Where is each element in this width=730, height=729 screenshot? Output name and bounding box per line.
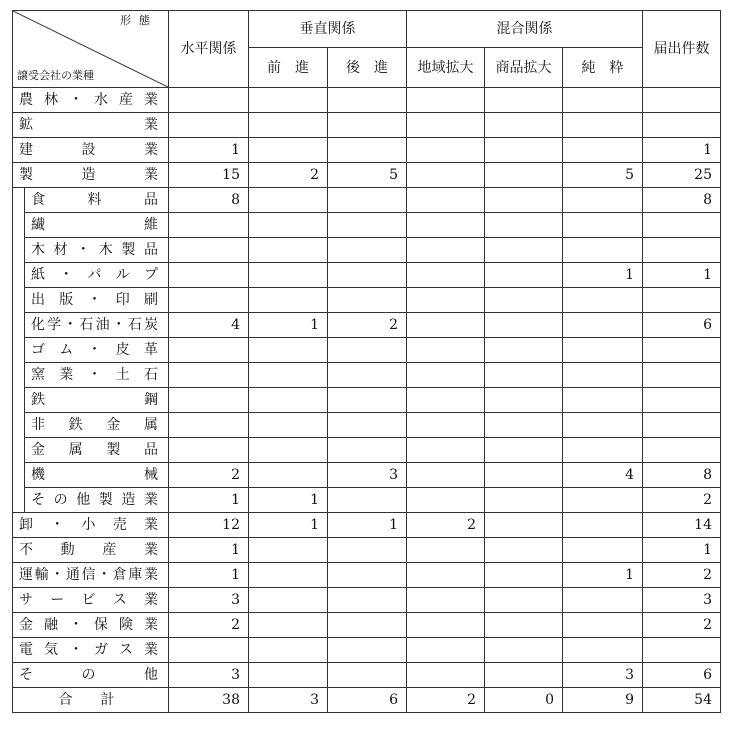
value-cell: 2 xyxy=(643,613,721,638)
row-label: その他製造業 xyxy=(25,488,169,513)
category-row xyxy=(13,138,721,163)
row-label: 不動産業 xyxy=(13,538,169,563)
category-row xyxy=(13,663,721,688)
header-mixed: 混合関係 xyxy=(407,11,643,48)
value-cell xyxy=(485,563,563,588)
value-cell: 8 xyxy=(643,188,721,213)
value-cell xyxy=(249,338,328,363)
value-cell: 3 xyxy=(563,663,643,688)
value-cell xyxy=(249,188,328,213)
value-cell xyxy=(563,488,643,513)
category-row xyxy=(13,113,721,138)
value-cell xyxy=(563,88,643,113)
indent-cell xyxy=(13,388,25,413)
value-cell xyxy=(169,363,249,388)
indent-cell xyxy=(13,413,25,438)
row-label: 木材・木製品 xyxy=(25,238,169,263)
corner-top-label: 形態 xyxy=(120,14,158,27)
value-cell xyxy=(169,438,249,463)
value-cell xyxy=(169,88,249,113)
value-cell xyxy=(407,413,485,438)
value-cell xyxy=(328,138,407,163)
value-cell: 1 xyxy=(643,138,721,163)
value-cell xyxy=(643,238,721,263)
value-cell xyxy=(407,88,485,113)
value-cell xyxy=(249,238,328,263)
value-cell xyxy=(485,213,563,238)
row-label: 金属製品 xyxy=(25,438,169,463)
value-cell xyxy=(249,588,328,613)
category-row xyxy=(13,88,721,113)
header-vertical-forward: 前 進 xyxy=(249,48,328,88)
indent-cell xyxy=(13,188,25,213)
value-cell xyxy=(485,663,563,688)
value-cell xyxy=(485,113,563,138)
value-cell xyxy=(485,463,563,488)
row-label: 電気・ガス業 xyxy=(13,638,169,663)
value-cell xyxy=(328,588,407,613)
header-count: 届出件数 xyxy=(643,11,721,88)
value-cell xyxy=(563,338,643,363)
value-cell: 3 xyxy=(643,588,721,613)
value-cell xyxy=(563,638,643,663)
value-cell xyxy=(169,338,249,363)
value-cell xyxy=(643,113,721,138)
value-cell xyxy=(407,588,485,613)
value-cell xyxy=(485,588,563,613)
value-cell: 8 xyxy=(169,188,249,213)
value-cell xyxy=(328,488,407,513)
value-cell xyxy=(407,488,485,513)
header-vertical-backward: 後 進 xyxy=(328,48,407,88)
value-cell xyxy=(328,288,407,313)
value-cell xyxy=(485,413,563,438)
value-cell xyxy=(643,88,721,113)
value-cell xyxy=(643,288,721,313)
value-cell xyxy=(485,638,563,663)
subcategory-row xyxy=(13,213,721,238)
total-value-cell: 6 xyxy=(328,688,407,713)
value-cell: 4 xyxy=(563,463,643,488)
value-cell xyxy=(328,538,407,563)
row-label: サービス業 xyxy=(13,588,169,613)
value-cell xyxy=(249,413,328,438)
value-cell xyxy=(407,663,485,688)
value-cell xyxy=(328,663,407,688)
value-cell xyxy=(328,363,407,388)
row-label: 建設業 xyxy=(13,138,169,163)
value-cell xyxy=(485,238,563,263)
value-cell: 3 xyxy=(169,663,249,688)
value-cell: 6 xyxy=(643,313,721,338)
value-cell xyxy=(249,538,328,563)
value-cell xyxy=(563,138,643,163)
category-row xyxy=(13,163,721,188)
row-label: 食料品 xyxy=(25,188,169,213)
value-cell xyxy=(485,363,563,388)
value-cell xyxy=(563,513,643,538)
value-cell: 1 xyxy=(643,538,721,563)
value-cell xyxy=(407,113,485,138)
row-label: 窯業・土石 xyxy=(25,363,169,388)
value-cell: 2 xyxy=(643,563,721,588)
value-cell: 1 xyxy=(249,513,328,538)
row-label: 運輸・通信・倉庫業 xyxy=(13,563,169,588)
value-cell xyxy=(169,213,249,238)
value-cell xyxy=(563,438,643,463)
subcategory-row xyxy=(13,413,721,438)
row-label: その他 xyxy=(13,663,169,688)
value-cell xyxy=(249,563,328,588)
total-value-cell: 9 xyxy=(563,688,643,713)
value-cell xyxy=(407,338,485,363)
value-cell xyxy=(249,288,328,313)
value-cell: 1 xyxy=(328,513,407,538)
value-cell xyxy=(407,463,485,488)
total-value-cell: 38 xyxy=(169,688,249,713)
value-cell xyxy=(485,263,563,288)
value-cell xyxy=(563,613,643,638)
value-cell xyxy=(407,263,485,288)
value-cell xyxy=(643,213,721,238)
value-cell: 12 xyxy=(169,513,249,538)
value-cell: 1 xyxy=(169,563,249,588)
value-cell xyxy=(563,288,643,313)
value-cell xyxy=(249,388,328,413)
value-cell: 3 xyxy=(169,588,249,613)
row-label: 出版・印刷 xyxy=(25,288,169,313)
row-label: 農林・水産業 xyxy=(13,88,169,113)
value-cell: 15 xyxy=(169,163,249,188)
value-cell xyxy=(563,238,643,263)
indent-cell xyxy=(13,263,25,288)
subcategory-row xyxy=(13,338,721,363)
subcategory-row xyxy=(13,188,721,213)
value-cell xyxy=(328,188,407,213)
indent-cell xyxy=(13,313,25,338)
value-cell xyxy=(169,288,249,313)
value-cell xyxy=(407,288,485,313)
value-cell xyxy=(563,588,643,613)
indent-cell xyxy=(13,288,25,313)
total-row xyxy=(13,688,721,713)
value-cell xyxy=(485,163,563,188)
value-cell xyxy=(328,563,407,588)
category-row xyxy=(13,613,721,638)
value-cell xyxy=(485,288,563,313)
value-cell xyxy=(169,638,249,663)
value-cell xyxy=(407,388,485,413)
value-cell xyxy=(169,113,249,138)
value-cell xyxy=(169,388,249,413)
value-cell xyxy=(249,613,328,638)
subcategory-row xyxy=(13,463,721,488)
value-cell xyxy=(328,238,407,263)
value-cell xyxy=(563,388,643,413)
header-horizontal: 水平関係 xyxy=(169,11,249,88)
subcategory-row xyxy=(13,263,721,288)
value-cell xyxy=(563,363,643,388)
indent-cell xyxy=(13,363,25,388)
value-cell xyxy=(485,488,563,513)
value-cell xyxy=(328,613,407,638)
subcategory-row xyxy=(13,238,721,263)
indent-cell xyxy=(13,213,25,238)
value-cell: 2 xyxy=(169,463,249,488)
category-row xyxy=(13,538,721,563)
value-cell xyxy=(328,338,407,363)
value-cell: 1 xyxy=(249,313,328,338)
value-cell xyxy=(407,638,485,663)
value-cell xyxy=(407,138,485,163)
value-cell xyxy=(249,213,328,238)
indent-cell xyxy=(13,463,25,488)
value-cell: 5 xyxy=(563,163,643,188)
subcategory-row xyxy=(13,438,721,463)
value-cell xyxy=(249,438,328,463)
value-cell xyxy=(643,338,721,363)
value-cell xyxy=(407,238,485,263)
indent-cell xyxy=(13,438,25,463)
value-cell: 1 xyxy=(249,488,328,513)
total-value-cell: 0 xyxy=(485,688,563,713)
subcategory-row xyxy=(13,288,721,313)
row-label: 鉄鋼 xyxy=(25,388,169,413)
corner-bottom-label: 譲受会社の業種 xyxy=(17,69,94,82)
total-value-cell: 54 xyxy=(643,688,721,713)
category-row xyxy=(13,588,721,613)
value-cell xyxy=(328,213,407,238)
value-cell xyxy=(485,88,563,113)
value-cell xyxy=(485,338,563,363)
value-cell xyxy=(485,438,563,463)
value-cell xyxy=(407,438,485,463)
value-cell xyxy=(249,263,328,288)
value-cell xyxy=(563,213,643,238)
subcategory-row xyxy=(13,363,721,388)
value-cell xyxy=(563,113,643,138)
subcategory-row xyxy=(13,388,721,413)
value-cell xyxy=(407,188,485,213)
header-vertical: 垂直関係 xyxy=(249,11,407,48)
value-cell xyxy=(643,388,721,413)
table-body xyxy=(13,88,721,713)
merger-type-table xyxy=(12,10,721,713)
value-cell xyxy=(485,538,563,563)
value-cell: 2 xyxy=(169,613,249,638)
value-cell xyxy=(249,463,328,488)
value-cell xyxy=(407,213,485,238)
row-label: 金融・保険業 xyxy=(13,613,169,638)
total-value-cell: 3 xyxy=(249,688,328,713)
row-label: 繊維 xyxy=(25,213,169,238)
value-cell: 2 xyxy=(407,513,485,538)
row-label: ゴム・皮革 xyxy=(25,338,169,363)
row-label: 紙・パルプ xyxy=(25,263,169,288)
indent-cell xyxy=(13,238,25,263)
value-cell xyxy=(249,638,328,663)
subcategory-row xyxy=(13,313,721,338)
table-container xyxy=(12,10,720,713)
row-label: 卸・小売業 xyxy=(13,513,169,538)
value-cell xyxy=(643,363,721,388)
value-cell: 1 xyxy=(563,563,643,588)
value-cell xyxy=(249,663,328,688)
value-cell xyxy=(485,188,563,213)
value-cell: 2 xyxy=(643,488,721,513)
value-cell: 8 xyxy=(643,463,721,488)
total-value-cell: 2 xyxy=(407,688,485,713)
value-cell: 1 xyxy=(169,138,249,163)
value-cell: 1 xyxy=(563,263,643,288)
value-cell xyxy=(407,538,485,563)
value-cell xyxy=(328,263,407,288)
value-cell xyxy=(563,188,643,213)
value-cell: 1 xyxy=(169,538,249,563)
value-cell xyxy=(328,113,407,138)
row-label: 鉱業 xyxy=(13,113,169,138)
value-cell xyxy=(328,88,407,113)
value-cell xyxy=(249,138,328,163)
category-row xyxy=(13,638,721,663)
indent-cell xyxy=(13,338,25,363)
value-cell: 3 xyxy=(328,463,407,488)
value-cell xyxy=(328,438,407,463)
value-cell xyxy=(563,538,643,563)
value-cell xyxy=(407,313,485,338)
value-cell xyxy=(643,638,721,663)
value-cell xyxy=(328,413,407,438)
value-cell xyxy=(249,113,328,138)
value-cell: 1 xyxy=(643,263,721,288)
value-cell xyxy=(485,313,563,338)
row-label: 非鉄金属 xyxy=(25,413,169,438)
value-cell xyxy=(407,563,485,588)
value-cell: 14 xyxy=(643,513,721,538)
category-row xyxy=(13,513,721,538)
value-cell: 25 xyxy=(643,163,721,188)
subcategory-row xyxy=(13,488,721,513)
value-cell: 2 xyxy=(249,163,328,188)
value-cell xyxy=(563,413,643,438)
value-cell xyxy=(485,613,563,638)
value-cell: 6 xyxy=(643,663,721,688)
value-cell xyxy=(249,88,328,113)
row-label: 機械 xyxy=(25,463,169,488)
corner-header xyxy=(13,11,169,88)
value-cell: 2 xyxy=(328,313,407,338)
value-cell xyxy=(407,613,485,638)
header-mixed-product: 商品拡大 xyxy=(485,48,563,88)
header-mixed-pure: 純 粋 xyxy=(563,48,643,88)
value-cell xyxy=(643,438,721,463)
value-cell xyxy=(485,513,563,538)
value-cell xyxy=(485,388,563,413)
total-label: 合計 xyxy=(13,688,169,713)
value-cell xyxy=(485,138,563,163)
value-cell: 5 xyxy=(328,163,407,188)
value-cell xyxy=(407,363,485,388)
row-label: 製造業 xyxy=(13,163,169,188)
value-cell xyxy=(249,363,328,388)
category-row xyxy=(13,563,721,588)
value-cell xyxy=(407,163,485,188)
value-cell xyxy=(328,638,407,663)
value-cell xyxy=(169,413,249,438)
value-cell: 4 xyxy=(169,313,249,338)
value-cell xyxy=(169,238,249,263)
row-label: 化学・石油・石炭 xyxy=(25,313,169,338)
indent-cell xyxy=(13,488,25,513)
header-mixed-region: 地域拡大 xyxy=(407,48,485,88)
value-cell xyxy=(643,413,721,438)
value-cell xyxy=(328,388,407,413)
value-cell xyxy=(169,263,249,288)
value-cell xyxy=(563,313,643,338)
value-cell: 1 xyxy=(169,488,249,513)
